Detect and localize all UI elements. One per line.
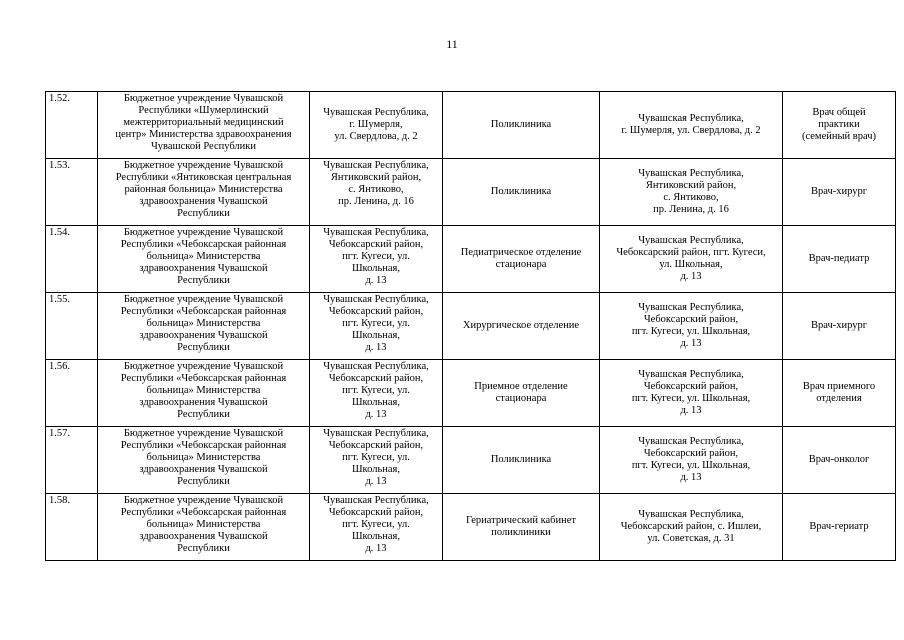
organization-address: Чувашская Республика, Чебоксарский район, пгт. Кугеси, ул. Школьная, д. 13 (310, 226, 443, 293)
table-row (46, 427, 896, 494)
organization-name: Бюджетное учреждение Чувашской Республики «Янтиковская центральная районная больница» Министерства здравоохранения Чувашской Республики (98, 159, 310, 226)
table-row (46, 293, 896, 360)
department: Хирургическое отделение (443, 293, 600, 360)
workplace-address: Чувашская Республика, Янтиковский район, с. Янтиково, пр. Ленина, д. 16 (600, 159, 783, 226)
organization-address: Чувашская Республика, Чебоксарский район, пгт. Кугеси, ул. Школьная, д. 13 (310, 293, 443, 360)
organization-name: Бюджетное учреждение Чувашской Республики «Чебоксарская районная больница» Министерства здравоохранения Чувашской Республики (98, 427, 310, 494)
organization-name: Бюджетное учреждение Чувашской Республики «Чебоксарская районная больница» Министерства здравоохранения Чувашской Республики (98, 360, 310, 427)
table-row (46, 226, 896, 293)
position: Врач-педиатр (783, 226, 896, 293)
row-number: 1.57. (46, 427, 98, 494)
organization-address: Чувашская Республика, Чебоксарский район, пгт. Кугеси, ул. Школьная, д. 13 (310, 360, 443, 427)
organization-address: Чувашская Республика, Чебоксарский район, пгт. Кугеси, ул. Школьная, д. 13 (310, 494, 443, 561)
position: Врач-гериатр (783, 494, 896, 561)
organization-address: Чувашская Республика, Янтиковский район, с. Янтиково, пр. Ленина, д. 16 (310, 159, 443, 226)
department: Поликлиника (443, 159, 600, 226)
table-row (46, 360, 896, 427)
position: Врач-хирург (783, 293, 896, 360)
table-row (46, 159, 896, 226)
workplace-address: Чувашская Республика, г. Шумерля, ул. Свердлова, д. 2 (600, 92, 783, 159)
row-number: 1.55. (46, 293, 98, 360)
row-number: 1.56. (46, 360, 98, 427)
row-number: 1.53. (46, 159, 98, 226)
organization-address: Чувашская Республика, г. Шумерля, ул. Свердлова, д. 2 (310, 92, 443, 159)
position: Врач-хирург (783, 159, 896, 226)
department: Поликлиника (443, 427, 600, 494)
position: Врач общей практики (семейный врач) (783, 92, 896, 159)
organization-address: Чувашская Республика, Чебоксарский район, пгт. Кугеси, ул. Школьная, д. 13 (310, 427, 443, 494)
organization-name: Бюджетное учреждение Чувашской Республики «Шумерлинский межтерриториальный медицинский центр» Министерства здравоохранения Чувашской Республики (98, 92, 310, 159)
row-number: 1.54. (46, 226, 98, 293)
workplace-address: Чувашская Республика, Чебоксарский район, пгт. Кугеси, ул. Школьная, д. 13 (600, 360, 783, 427)
table-row (46, 92, 896, 159)
position: Врач приемного отделения (783, 360, 896, 427)
organization-name: Бюджетное учреждение Чувашской Республики «Чебоксарская районная больница» Министерства здравоохранения Чувашской Республики (98, 494, 310, 561)
page-number: 11 (446, 37, 458, 51)
workplace-address: Чувашская Республика, Чебоксарский район, пгт. Кугеси, ул. Школьная, д. 13 (600, 427, 783, 494)
workplace-address: Чувашская Республика, Чебоксарский район, с. Ишлеи, ул. Советская, д. 31 (600, 494, 783, 561)
department: Педиатрическое отделение стационара (443, 226, 600, 293)
row-number: 1.52. (46, 92, 98, 159)
vacancy-table (45, 91, 896, 561)
workplace-address: Чувашская Республика, Чебоксарский район, пгт. Кугеси, ул. Школьная, д. 13 (600, 226, 783, 293)
row-number: 1.58. (46, 494, 98, 561)
department: Приемное отделение стационара (443, 360, 600, 427)
workplace-address: Чувашская Республика, Чебоксарский район, пгт. Кугеси, ул. Школьная, д. 13 (600, 293, 783, 360)
organization-name: Бюджетное учреждение Чувашской Республики «Чебоксарская районная больница» Министерства здравоохранения Чувашской Республики (98, 226, 310, 293)
organization-name: Бюджетное учреждение Чувашской Республики «Чебоксарская районная больница» Министерства здравоохранения Чувашской Республики (98, 293, 310, 360)
table-row (46, 494, 896, 561)
position: Врач-онколог (783, 427, 896, 494)
department: Поликлиника (443, 92, 600, 159)
department: Гериатрический кабинет поликлиники (443, 494, 600, 561)
